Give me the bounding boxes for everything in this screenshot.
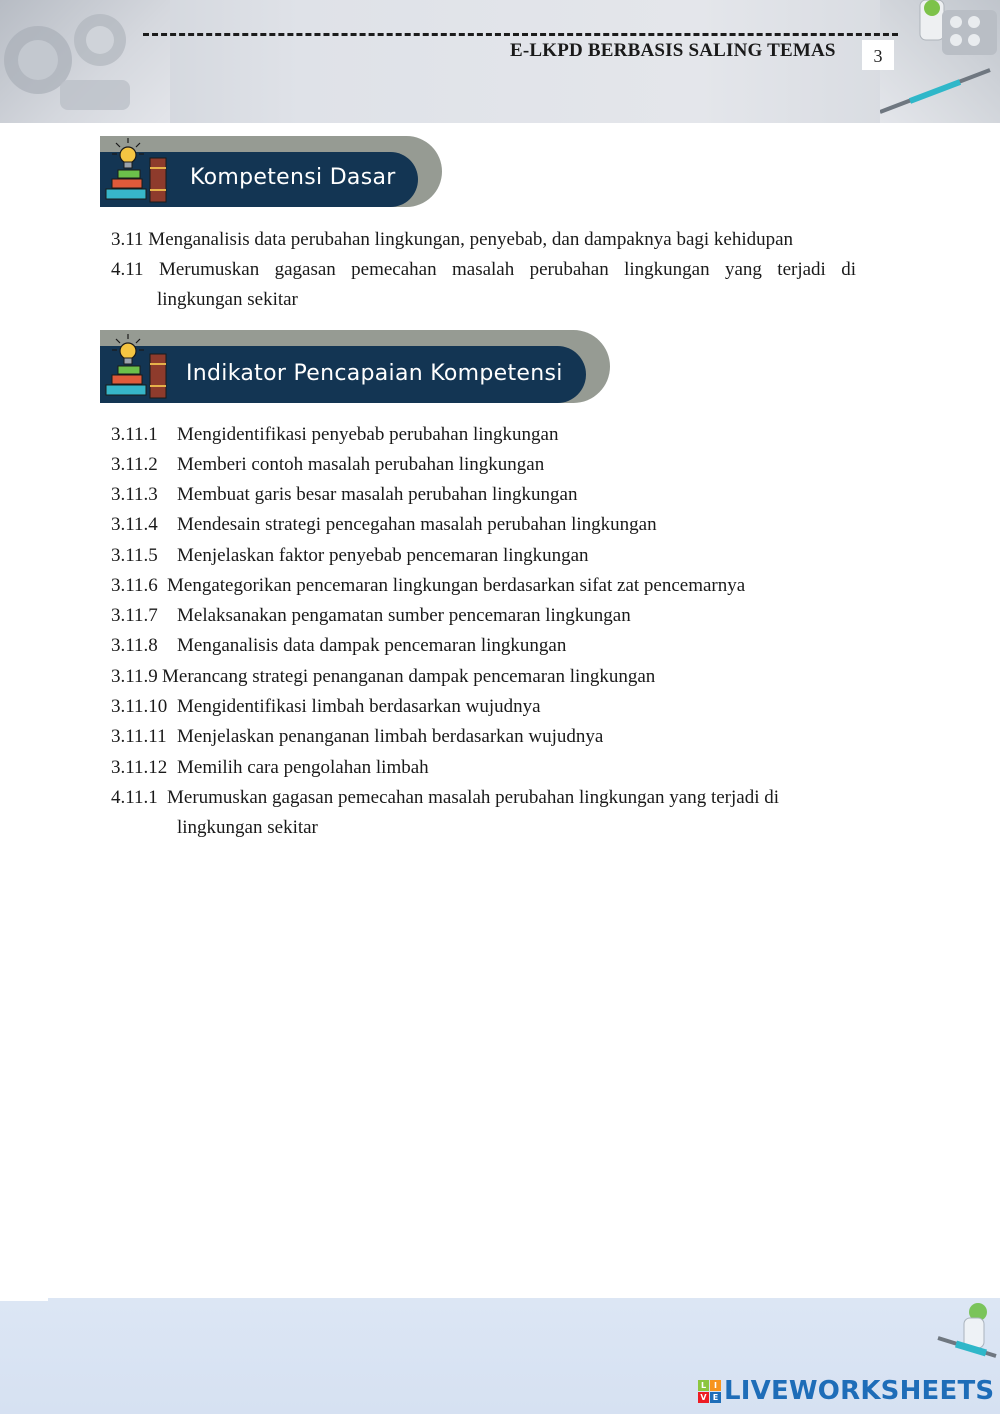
indikator-item <box>111 635 566 657</box>
indikator-text: Mengidentifikasi limbah berdasarkan wujudnya <box>177 696 541 717</box>
kd-item-continuation <box>157 289 298 311</box>
indikator-text: Mengategorikan pencemaran lingkungan berdasarkan sifat zat pencemarnya <box>167 575 746 596</box>
medicine-image <box>880 0 1000 123</box>
liveworksheets-logo[interactable] <box>698 1376 994 1406</box>
indikator-item <box>111 605 631 627</box>
idea-books-icon <box>104 332 170 407</box>
indikator-item <box>111 757 429 779</box>
indikator-text: Mendesain strategi pencegahan masalah perubahan lingkungan <box>177 514 657 535</box>
brand-tile: E <box>710 1392 721 1403</box>
indikator-item <box>111 666 655 688</box>
indikator-item <box>111 726 603 748</box>
indikator-item <box>111 787 779 809</box>
brand-tile: L <box>698 1380 709 1391</box>
indikator-number: 3.11.9 <box>111 666 158 687</box>
indikator-number: 3.11.7 <box>111 605 158 626</box>
indikator-text: Melaksanakan pengamatan sumber pencemaran lingkungan <box>177 605 631 626</box>
indikator-item <box>111 575 745 597</box>
indikator-text: Mengidentifikasi penyebab perubahan lingkungan <box>177 424 559 445</box>
kd-item <box>111 229 793 251</box>
indikator-text: Menjelaskan faktor penyebab pencemaran lingkungan <box>177 545 589 566</box>
kompetensi-dasar-banner <box>100 136 442 207</box>
indikator-number: 3.11.1 <box>111 424 158 445</box>
microscope-image <box>0 0 170 123</box>
syringe-image <box>920 1298 1000 1383</box>
page-footer <box>0 1298 1000 1414</box>
indikator-item <box>111 484 577 506</box>
indikator-number: 3.11.11 <box>111 726 167 747</box>
indikator-number: 3.11.12 <box>111 757 168 778</box>
indikator-text: Membuat garis besar masalah perubahan lingkungan <box>177 484 578 505</box>
indikator-text: Merumuskan gagasan pemecahan masalah perubahan lingkungan yang terjadi di <box>167 787 780 808</box>
indikator-text: Memberi contoh masalah perubahan lingkungan <box>177 454 545 475</box>
indikator-item <box>111 696 541 718</box>
header-dashed-rule <box>143 33 898 36</box>
indikator-number: 3.11.10 <box>111 696 168 717</box>
kd-text: lingkungan sekitar <box>157 289 298 310</box>
indikator-text: Menjelaskan penanganan limbah berdasarkan wujudnya <box>177 726 604 747</box>
indikator-number: 3.11.4 <box>111 514 158 535</box>
page-number: 3 <box>862 40 894 70</box>
document-title: E-LKPD BERBASIS SALING TEMAS <box>510 40 836 61</box>
indikator-text: Menganalisis data dampak pencemaran lingkungan <box>177 635 567 656</box>
indikator-number: 3.11.8 <box>111 635 158 656</box>
indikator-item <box>111 545 589 567</box>
indikator-item <box>111 454 544 476</box>
kompetensi-dasar-heading: Kompetensi Dasar <box>190 165 396 190</box>
idea-books-icon <box>104 136 170 211</box>
indikator-item <box>111 424 558 446</box>
brand-tile: I <box>710 1380 721 1391</box>
kd-text: Menganalisis data perubahan lingkungan, penyebab, dan dampaknya bagi kehidupan <box>148 229 794 250</box>
kd-number: 4.11 <box>111 259 144 280</box>
indikator-number: 3.11.3 <box>111 484 158 505</box>
brand-tiles <box>698 1380 721 1403</box>
kd-number: 3.11 <box>111 229 144 250</box>
kd-item <box>111 259 856 281</box>
page-header <box>0 0 1000 123</box>
indikator-item-continuation <box>177 817 318 839</box>
indikator-heading: Indikator Pencapaian Kompetensi <box>186 361 563 386</box>
indikator-text: Merancang strategi penanganan dampak pencemaran lingkungan <box>162 666 656 687</box>
brand-wordmark: LIVEWORKSHEETS <box>724 1376 995 1406</box>
brand-tile: V <box>698 1392 709 1403</box>
indikator-number: 3.11.2 <box>111 454 158 475</box>
indikator-number: 4.11.1 <box>111 787 158 808</box>
indikator-banner <box>100 330 610 403</box>
indikator-text: Memilih cara pengolahan limbah <box>177 757 429 778</box>
indikator-number: 3.11.6 <box>111 575 158 596</box>
indikator-text: lingkungan sekitar <box>177 817 318 838</box>
indikator-item <box>111 514 657 536</box>
kd-text: Merumuskan gagasan pemecahan masalah perubahan lingkungan yang terjadi di <box>158 259 857 280</box>
indikator-number: 3.11.5 <box>111 545 158 566</box>
